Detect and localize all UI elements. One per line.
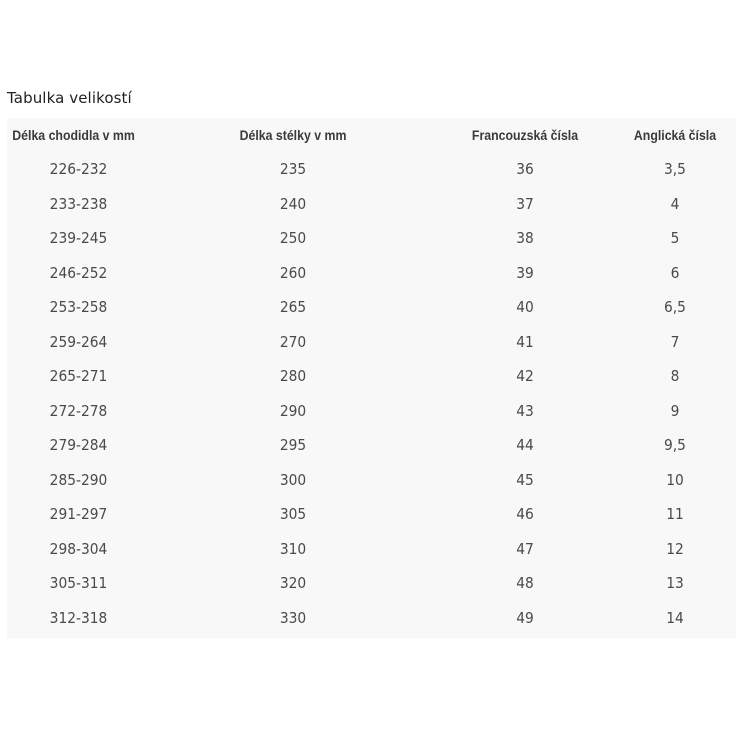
english-size-cell: 13	[666, 574, 684, 593]
table-header-row	[7, 118, 736, 152]
english-size-cell: 8	[670, 367, 680, 386]
table-row	[7, 359, 736, 394]
foot-length-cell: 265-271	[49, 367, 108, 386]
english-size-cell: 9,5	[664, 436, 686, 455]
english-size-cell: 3,5	[664, 160, 686, 179]
table-row	[7, 428, 736, 463]
french-size-cell: 46	[516, 505, 534, 524]
table-row	[7, 325, 736, 360]
insole-length-cell: 300	[279, 470, 307, 489]
header-french-size: Francouzská čísla	[471, 127, 579, 143]
insole-length-cell: 290	[279, 401, 307, 420]
english-size-cell: 4	[670, 194, 680, 213]
french-size-cell: 40	[516, 298, 534, 317]
foot-length-cell: 305-311	[49, 574, 108, 593]
table-row	[7, 463, 736, 498]
insole-length-cell: 310	[279, 539, 307, 558]
french-size-cell: 41	[516, 332, 534, 351]
table-row	[7, 187, 736, 222]
table-row	[7, 290, 736, 325]
foot-length-cell: 226-232	[49, 160, 108, 179]
table-row	[7, 256, 736, 291]
french-size-cell: 43	[516, 401, 534, 420]
table-row	[7, 566, 736, 601]
table-row	[7, 532, 736, 567]
french-size-cell: 45	[516, 470, 534, 489]
french-size-cell: 37	[516, 194, 534, 213]
foot-length-cell: 233-238	[49, 194, 108, 213]
size-table-container	[7, 118, 736, 638]
french-size-cell: 42	[516, 367, 534, 386]
french-size-cell: 47	[516, 539, 534, 558]
foot-length-cell: 291-297	[49, 505, 108, 524]
french-size-cell: 39	[516, 263, 534, 282]
table-row	[7, 497, 736, 532]
foot-length-cell: 253-258	[49, 298, 108, 317]
english-size-cell: 6,5	[664, 298, 686, 317]
header-foot-length: Délka chodidla v mm	[12, 127, 135, 143]
table-row	[7, 221, 736, 256]
english-size-cell: 14	[666, 608, 684, 627]
insole-length-cell: 235	[279, 160, 307, 179]
french-size-cell: 36	[516, 160, 534, 179]
foot-length-cell: 259-264	[49, 332, 108, 351]
foot-length-cell: 246-252	[49, 263, 108, 282]
insole-length-cell: 305	[279, 505, 307, 524]
insole-length-cell: 260	[279, 263, 307, 282]
size-table	[7, 118, 736, 635]
english-size-cell: 10	[666, 470, 684, 489]
english-size-cell: 12	[666, 539, 684, 558]
insole-length-cell: 280	[279, 367, 307, 386]
french-size-cell: 44	[516, 436, 534, 455]
foot-length-cell: 239-245	[49, 229, 108, 248]
french-size-cell: 48	[516, 574, 534, 593]
table-row	[7, 152, 736, 187]
insole-length-cell: 270	[279, 332, 307, 351]
foot-length-cell: 298-304	[49, 539, 108, 558]
insole-length-cell: 250	[279, 229, 307, 248]
foot-length-cell: 272-278	[49, 401, 108, 420]
english-size-cell: 6	[670, 263, 680, 282]
english-size-cell: 5	[670, 229, 680, 248]
french-size-cell: 38	[516, 229, 534, 248]
page-title: Tabulka velikostí	[7, 89, 132, 107]
insole-length-cell: 330	[279, 608, 307, 627]
insole-length-cell: 295	[279, 436, 307, 455]
foot-length-cell: 312-318	[49, 608, 108, 627]
foot-length-cell: 285-290	[49, 470, 108, 489]
insole-length-cell: 320	[279, 574, 307, 593]
english-size-cell: 9	[670, 401, 680, 420]
insole-length-cell: 265	[279, 298, 307, 317]
table-row	[7, 394, 736, 429]
french-size-cell: 49	[516, 608, 534, 627]
insole-length-cell: 240	[279, 194, 307, 213]
english-size-cell: 7	[670, 332, 680, 351]
header-insole-length: Délka stélky v mm	[239, 127, 347, 143]
foot-length-cell: 279-284	[49, 436, 108, 455]
table-row	[7, 601, 736, 636]
header-english-size: Anglická čísla	[633, 127, 717, 143]
english-size-cell: 11	[666, 505, 684, 524]
